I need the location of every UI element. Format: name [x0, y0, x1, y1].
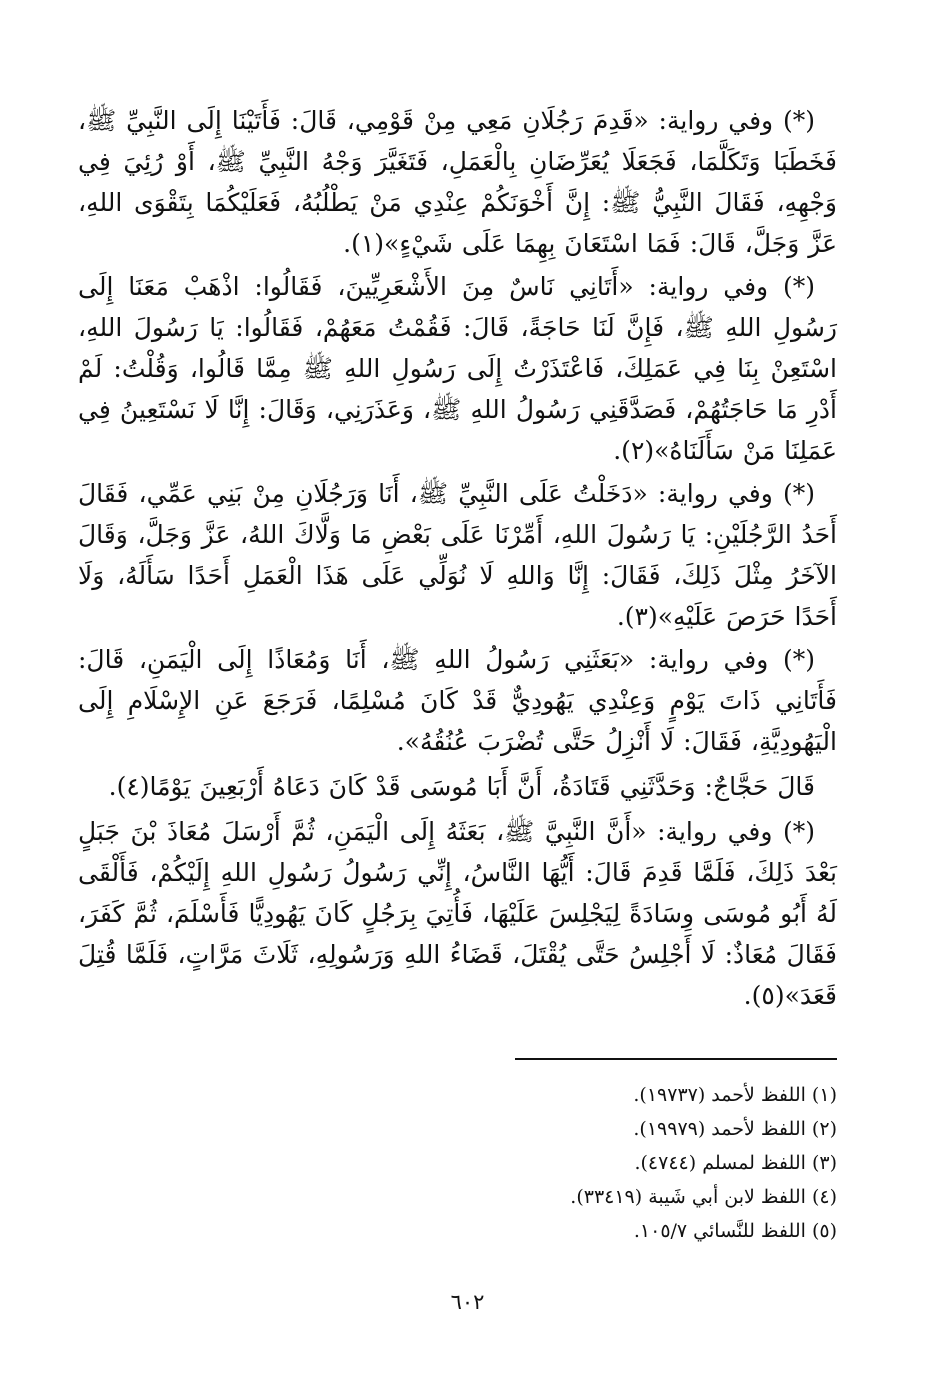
hadith-paragraph-3: (*) وفي رواية: «دَخَلْتُ عَلَى النَّبِيِّ ﷺ، أَنَا وَرَجُلَانِ مِنْ بَنِي عَمِّي، فَقَالَ أَحَدُ الرَّجُلَيْنِ: يَا رَسُولَ اللهِ، أَمِّرْنَا عَلَى بَعْضِ مَا وَلَّاكَ اللهُ، عَزَّ وَجَلَّ، وَقَالَ الآخَرُ مِثْلَ ذَلِكَ، فَقَالَ: إِنَّا وَاللهِ لَا نُوَلِّي عَلَى هَذَا الْعَمَلِ أَحَدًا سَأَلَهُ، وَلَا أَحَدًا حَرَصَ عَلَيْهِ»(٣).	[78, 479, 838, 631]
hajjaj-statement: قَالَ حَجَّاجٌ: وَحَدَّثَنِي قَتَادَةُ، أَنَّ أَبَا مُوسَى قَدْ كَانَ دَعَاهُ أَرْبَعِينَ يَوْمًا(٤).	[108, 772, 815, 801]
hadith-paragraph-6: (*) وفي رواية: «أَنَّ النَّبِيَّ ﷺ، بَعَثَهُ إِلَى الْيَمَنِ، ثُمَّ أَرْسَلَ مُعَاذَ بْنَ جَبَلٍ بَعْدَ ذَلِكَ، فَلَمَّا قَدِمَ قَالَ: أَيُّهَا النَّاسُ، إِنِّي رَسُولُ رَسُولِ اللهِ إِلَيْكُمْ، فَأَلْقَى لَهُ أَبُو مُوسَى وِسَادَةً لِيَجْلِسَ عَلَيْهَا، فَأُتِيَ بِرَجُلٍ كَانَ يَهُودِيًّا فَأَسْلَمَ، ثُمَّ كَفَرَ، فَقَالَ مُعَاذٌ: لَا أَجْلِسُ حَتَّى يُقْتَلَ، قَضَاءُ اللهِ وَرَسُولِهِ، ثَلَاثَ مَرَّاتٍ، فَلَمَّا قُتِلَ قَعَدَ»(٥).	[78, 817, 837, 1010]
page-body	[78, 100, 837, 1018]
footnote-2: (٢) اللفظ لأحمد (١٩٩٧٩).	[633, 1118, 837, 1140]
footnotes	[417, 1078, 837, 1248]
footnote-1: (١) اللفظ لأحمد (١٩٧٣٧).	[633, 1084, 837, 1106]
hadith-paragraph-2: (*) وفي رواية: «أَتَانِي نَاسٌ مِنَ الأَشْعَرِيِّينَ، فَقَالُوا: اذْهَبْ مَعَنَا إِلَى رَسُولِ اللهِ ﷺ، فَإِنَّ لَنَا حَاجَةً، قَالَ: فَقُمْتُ مَعَهُمْ، فَقَالُوا: يَا رَسُولَ اللهِ، اسْتَعِنْ بِنَا فِي عَمَلِكَ، فَاعْتَذَرْتُ إِلَى رَسُولِ اللهِ ﷺ مِمَّا قَالُوا، وَقُلْتُ: لَمْ أَدْرِ مَا حَاجَتُهُمْ، فَصَدَّقَنِي رَسُولُ اللهِ ﷺ، وَعَذَرَنِي، وَقَالَ: إِنَّا لَا نَسْتَعِينُ فِي عَمَلِنَا مَنْ سَأَلَنَاهُ»(٢).	[78, 272, 837, 465]
hadith-paragraph-1: (*) وفي رواية: «قَدِمَ رَجُلَانِ مَعِي مِنْ قَوْمِي، قَالَ: فَأَتَيْنَا إِلَى النَّبِيِّ ﷺ، فَخَطَبَا وَتَكَلَّمَا، فَجَعَلَا يُعَرِّضَانِ بِالْعَمَلِ، فَتَغَيَّرَ وَجْهُ النَّبِيِّ ﷺ، أَوْ رُئِيَ فِي وَجْهِهِ، فَقَالَ النَّبِيُّ ﷺ: إِنَّ أَخْوَنَكُمْ عِنْدِي مَنْ يَطْلُبُهُ، فَعَلَيْكُمَا بِتَقْوَى اللهِ، عَزَّ وَجَلَّ، قَالَ: فَمَا اسْتَعَانَ بِهِمَا عَلَى شَيْءٍ»(١).	[78, 106, 837, 258]
page-number: ٦٠٢	[450, 1290, 485, 1314]
footnote-4: (٤) اللفظ لابن أبي شَيبة (٣٣٤١٩).	[570, 1186, 837, 1208]
footnote-separator	[515, 1058, 837, 1060]
hadith-paragraph-4: (*) وفي رواية: «بَعَثَنِي رَسُولُ اللهِ ﷺ، أَنَا وَمُعَاذًا إِلَى الْيَمَنِ، قَالَ: فَأَتَانِي ذَاتَ يَوْمٍ وَعِنْدِي يَهُودِيٌّ قَدْ كَانَ مُسْلِمًا، فَرَجَعَ عَنِ الإِسْلَامِ إِلَى الْيَهُودِيَّةِ، فَقَالَ: لَا أَنْزِلُ حَتَّى تُضْرَبَ عُنُقُهُ».	[78, 645, 837, 756]
footnote-5: (٥) اللفظ للنَّسائي ١٠٥/٧.	[633, 1220, 837, 1242]
footnote-3: (٣) اللفظ لمسلم (٤٧٤٤).	[634, 1152, 837, 1174]
